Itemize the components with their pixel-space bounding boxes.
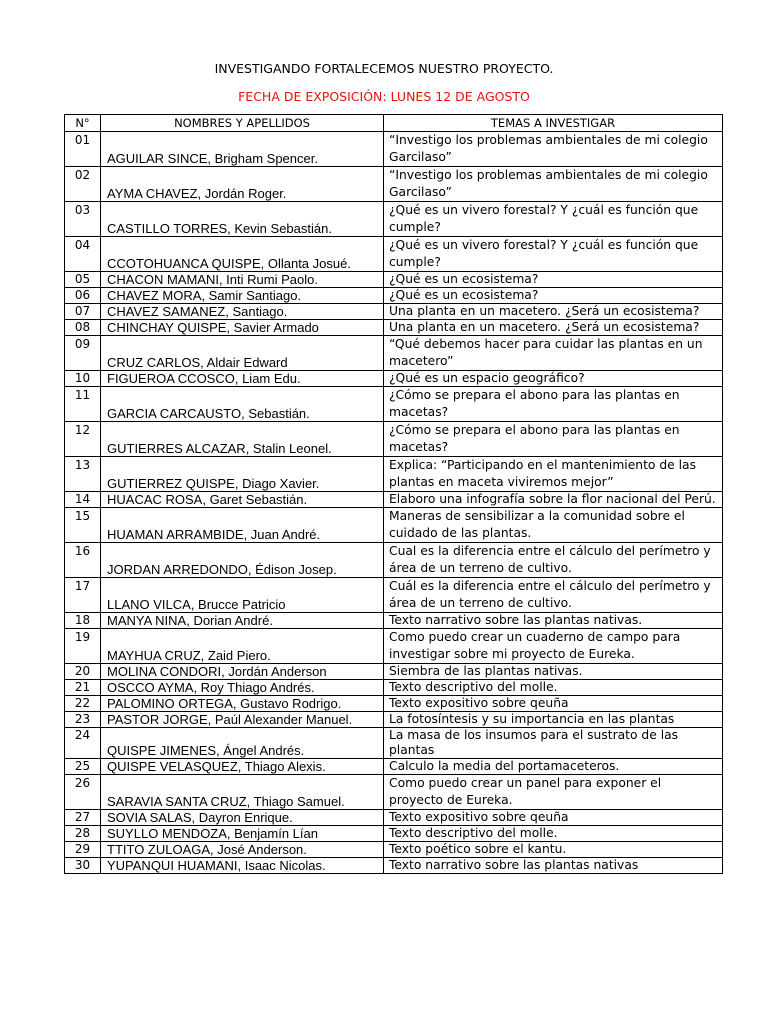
student-name: YUPANQUI HUAMANI, Isaac Nicolas.: [101, 858, 384, 874]
row-number: 26: [65, 775, 101, 810]
row-number: 12: [65, 422, 101, 457]
row-number: 28: [65, 826, 101, 842]
table-row: [65, 336, 723, 371]
header-topics: TEMAS A INVESTIGAR: [384, 115, 723, 132]
row-number: 14: [65, 492, 101, 508]
row-number: 04: [65, 237, 101, 272]
table-row: [65, 422, 723, 457]
table-row: [65, 508, 723, 543]
student-name: PASTOR JORGE, Paúl Alexander Manuel.: [101, 712, 384, 728]
table-row: [65, 371, 723, 387]
table-body: [65, 132, 723, 874]
row-number: 08: [65, 320, 101, 336]
row-number: 17: [65, 578, 101, 613]
table-row: [65, 759, 723, 775]
table-row: [65, 810, 723, 826]
research-topic: Una planta en un macetero. ¿Será un ecosistema?: [384, 304, 723, 320]
row-number: 18: [65, 613, 101, 629]
student-name: SOVIA SALAS, Dayron Enrique.: [101, 810, 384, 826]
research-topic: ¿Cómo se prepara el abono para las plantas en macetas?: [384, 387, 723, 422]
research-topic: Cuál es la diferencia entre el cálculo del perímetro y área de un terreno de cultivo.: [384, 578, 723, 613]
student-name: LLANO VILCA, Brucce Patricio: [101, 578, 384, 613]
exposition-date: FECHA DE EXPOSICIÓN: LUNES 12 DE AGOSTO: [238, 89, 530, 104]
research-topic: ¿Qué es un espacio geográfico?: [384, 371, 723, 387]
research-topic: “Investigo los problemas ambientales de mi colegio Garcilaso”: [384, 132, 723, 167]
row-number: 21: [65, 680, 101, 696]
student-name: JORDAN ARREDONDO, Édison Josep.: [101, 543, 384, 578]
student-name: PALOMINO ORTEGA, Gustavo Rodrigo.: [101, 696, 384, 712]
research-topic: Calculo la media del portamaceteros.: [384, 759, 723, 775]
research-topic: ¿Qué es un ecosistema?: [384, 272, 723, 288]
table-row: [65, 237, 723, 272]
research-topic: Elaboro una infografía sobre la flor nacional del Perú.: [384, 492, 723, 508]
student-name: CASTILLO TORRES, Kevin Sebastián.: [101, 202, 384, 237]
row-number: 02: [65, 167, 101, 202]
student-name: CHINCHAY QUISPE, Savier Armado: [101, 320, 384, 336]
table-row: [65, 272, 723, 288]
research-topic: Texto expositivo sobre qeuña: [384, 696, 723, 712]
table-row: [65, 288, 723, 304]
student-name: FIGUEROA CCOSCO, Liam Edu.: [101, 371, 384, 387]
student-name: HUACAC ROSA, Garet Sebastián.: [101, 492, 384, 508]
research-topic: Texto narrativo sobre las plantas nativas: [384, 858, 723, 874]
table-row: [65, 320, 723, 336]
row-number: 22: [65, 696, 101, 712]
table-row: [65, 775, 723, 810]
research-topic: ¿Qué es un vivero forestal? Y ¿cuál es función que cumple?: [384, 202, 723, 237]
student-name: QUISPE VELASQUEZ, Thiago Alexis.: [101, 759, 384, 775]
row-number: 27: [65, 810, 101, 826]
row-number: 11: [65, 387, 101, 422]
student-name: SUYLLO MENDOZA, Benjamín Lían: [101, 826, 384, 842]
row-number: 19: [65, 629, 101, 664]
table-row: [65, 167, 723, 202]
table-row: [65, 696, 723, 712]
student-name: MANYA NINA, Dorian André.: [101, 613, 384, 629]
row-number: 06: [65, 288, 101, 304]
table-row: [65, 826, 723, 842]
research-topic: Como puedo crear un cuaderno de campo para investigar sobre mi proyecto de Eureka.: [384, 629, 723, 664]
row-number: 23: [65, 712, 101, 728]
student-name: MAYHUA CRUZ, Zaid Piero.: [101, 629, 384, 664]
row-number: 01: [65, 132, 101, 167]
table-row: [65, 712, 723, 728]
row-number: 07: [65, 304, 101, 320]
research-topic: Siembra de las plantas nativas.: [384, 664, 723, 680]
students-table: [64, 114, 723, 874]
student-name: OSCCO AYMA, Roy Thiago Andrés.: [101, 680, 384, 696]
table-row: [65, 858, 723, 874]
student-name: CRUZ CARLOS, Aldair Edward: [101, 336, 384, 371]
research-topic: Texto narrativo sobre las plantas nativas.: [384, 613, 723, 629]
student-name: HUAMAN ARRAMBIDE, Juan André.: [101, 508, 384, 543]
table-header-row: [65, 115, 723, 132]
research-topic: ¿Cómo se prepara el abono para las plantas en macetas?: [384, 422, 723, 457]
research-topic: ¿Qué es un ecosistema?: [384, 288, 723, 304]
row-number: 05: [65, 272, 101, 288]
document-title: INVESTIGANDO FORTALECEMOS NUESTRO PROYECTO.: [214, 61, 554, 76]
student-name: CHAVEZ SAMANEZ, Santiago.: [101, 304, 384, 320]
research-topic: Una planta en un macetero. ¿Será un ecosistema?: [384, 320, 723, 336]
research-topic: “Qué debemos hacer para cuidar las plantas en un macetero”: [384, 336, 723, 371]
header-names: NOMBRES Y APELLIDOS: [101, 115, 384, 132]
table-row: [65, 202, 723, 237]
research-topic: La masa de los insumos para el sustrato de las plantas: [384, 728, 723, 759]
research-topic: ¿Qué es un vivero forestal? Y ¿cuál es función que cumple?: [384, 237, 723, 272]
student-name: CHAVEZ MORA, Samir Santiago.: [101, 288, 384, 304]
table-row: [65, 664, 723, 680]
row-number: 24: [65, 728, 101, 759]
row-number: 25: [65, 759, 101, 775]
table-row: [65, 132, 723, 167]
research-topic: La fotosíntesis y su importancia en las plantas: [384, 712, 723, 728]
row-number: 03: [65, 202, 101, 237]
table-row: [65, 613, 723, 629]
row-number: 13: [65, 457, 101, 492]
table-row: [65, 629, 723, 664]
row-number: 29: [65, 842, 101, 858]
student-name: MOLINA CONDORI, Jordán Anderson: [101, 664, 384, 680]
row-number: 09: [65, 336, 101, 371]
student-name: CHACON MAMANI, Inti Rumi Paolo.: [101, 272, 384, 288]
table-row: [65, 387, 723, 422]
table-row: [65, 578, 723, 613]
student-name: QUISPE JIMENES, Ángel Andrés.: [101, 728, 384, 759]
student-name: AGUILAR SINCE, Brigham Spencer.: [101, 132, 384, 167]
row-number: 30: [65, 858, 101, 874]
table-row: [65, 457, 723, 492]
table-row: [65, 680, 723, 696]
table-row: [65, 304, 723, 320]
student-name: GUTIERREZ QUISPE, Diago Xavier.: [101, 457, 384, 492]
header-number: N°: [65, 115, 101, 132]
row-number: 16: [65, 543, 101, 578]
table-row: [65, 728, 723, 759]
research-topic: Texto poético sobre el kantu.: [384, 842, 723, 858]
research-topic: Maneras de sensibilizar a la comunidad sobre el cuidado de las plantas.: [384, 508, 723, 543]
research-topic: “Investigo los problemas ambientales de mi colegio Garcilaso”: [384, 167, 723, 202]
row-number: 10: [65, 371, 101, 387]
student-name: GUTIERRES ALCAZAR, Stalin Leonel.: [101, 422, 384, 457]
row-number: 15: [65, 508, 101, 543]
student-name: CCOTOHUANCA QUISPE, Ollanta Josué.: [101, 237, 384, 272]
research-topic: Como puedo crear un panel para exponer el proyecto de Eureka.: [384, 775, 723, 810]
research-topic: Texto descriptivo del molle.: [384, 826, 723, 842]
research-topic: Explica: “Participando en el mantenimiento de las plantas en maceta viviremos mejor”: [384, 457, 723, 492]
student-name: AYMA CHAVEZ, Jordán Roger.: [101, 167, 384, 202]
table-row: [65, 543, 723, 578]
row-number: 20: [65, 664, 101, 680]
table-row: [65, 842, 723, 858]
research-topic: Cual es la diferencia entre el cálculo del perímetro y área de un terreno de cultivo.: [384, 543, 723, 578]
research-topic: Texto descriptivo del molle.: [384, 680, 723, 696]
table-row: [65, 492, 723, 508]
student-name: GARCIA CARCAUSTO, Sebastián.: [101, 387, 384, 422]
student-name: SARAVIA SANTA CRUZ, Thiago Samuel.: [101, 775, 384, 810]
research-topic: Texto expositivo sobre qeuña: [384, 810, 723, 826]
student-name: TTITO ZULOAGA, José Anderson.: [101, 842, 384, 858]
